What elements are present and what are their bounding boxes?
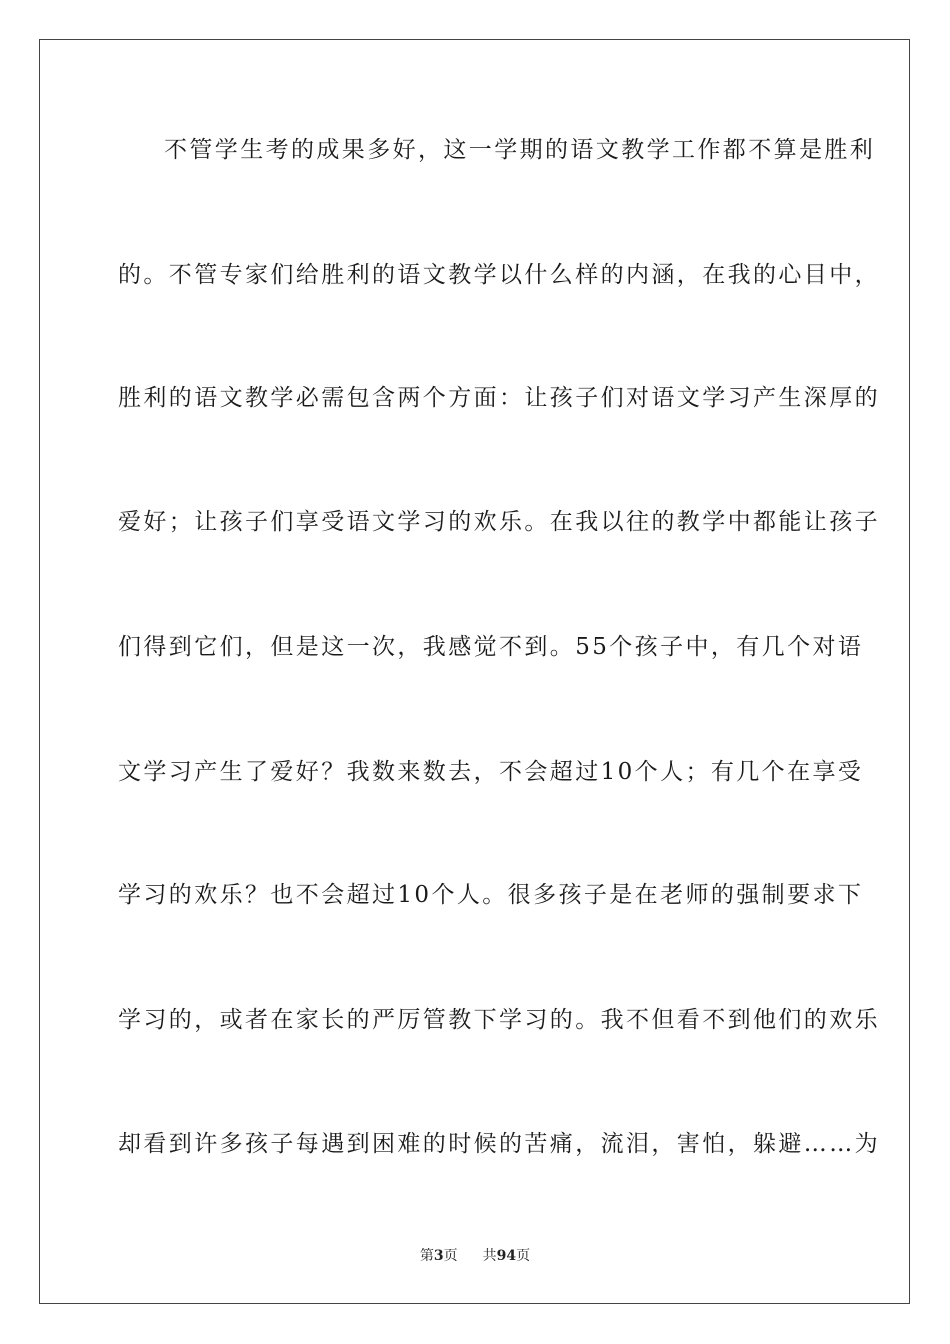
- total-pages-prefix: 共: [482, 1248, 497, 1264]
- text-line: 的。不管专家们给胜利的语文教学以什么样的内涵，在我的心目中，: [118, 262, 880, 288]
- page-footer: [0, 1245, 950, 1265]
- page-number: 3: [433, 1248, 444, 1264]
- text-line: 不管学生考的成果多好，这一学期的语文教学工作都不算是胜利: [164, 137, 876, 163]
- total-pages: 94: [496, 1248, 517, 1264]
- text-line: 学习的，或者在家长的严厉管教下学习的。我不但看不到他们的欢乐: [118, 1007, 880, 1033]
- total-pages-suffix: 页: [516, 1248, 531, 1264]
- page-number-prefix: 第: [419, 1248, 434, 1264]
- text-line: 们得到它们，但是这一次，我感觉不到。55个孩子中，有几个对语: [118, 634, 864, 660]
- text-line: 爱好；让孩子们享受语文学习的欢乐。在我以往的教学中都能让孩子: [118, 509, 880, 535]
- text-line: 却看到许多孩子每遇到困难的时候的苦痛，流泪，害怕，躲避……为: [118, 1131, 880, 1157]
- text-line: 文学习产生了爱好？我数来数去，不会超过10个人；有几个在享受: [118, 759, 864, 785]
- page-number-suffix: 页: [443, 1248, 458, 1264]
- text-line: 学习的欢乐？也不会超过10个人。很多孩子是在老师的强制要求下: [118, 882, 864, 908]
- page-border: [39, 39, 910, 1304]
- text-line: 胜利的语文教学必需包含两个方面：让孩子们对语文学习产生深厚的: [118, 385, 880, 411]
